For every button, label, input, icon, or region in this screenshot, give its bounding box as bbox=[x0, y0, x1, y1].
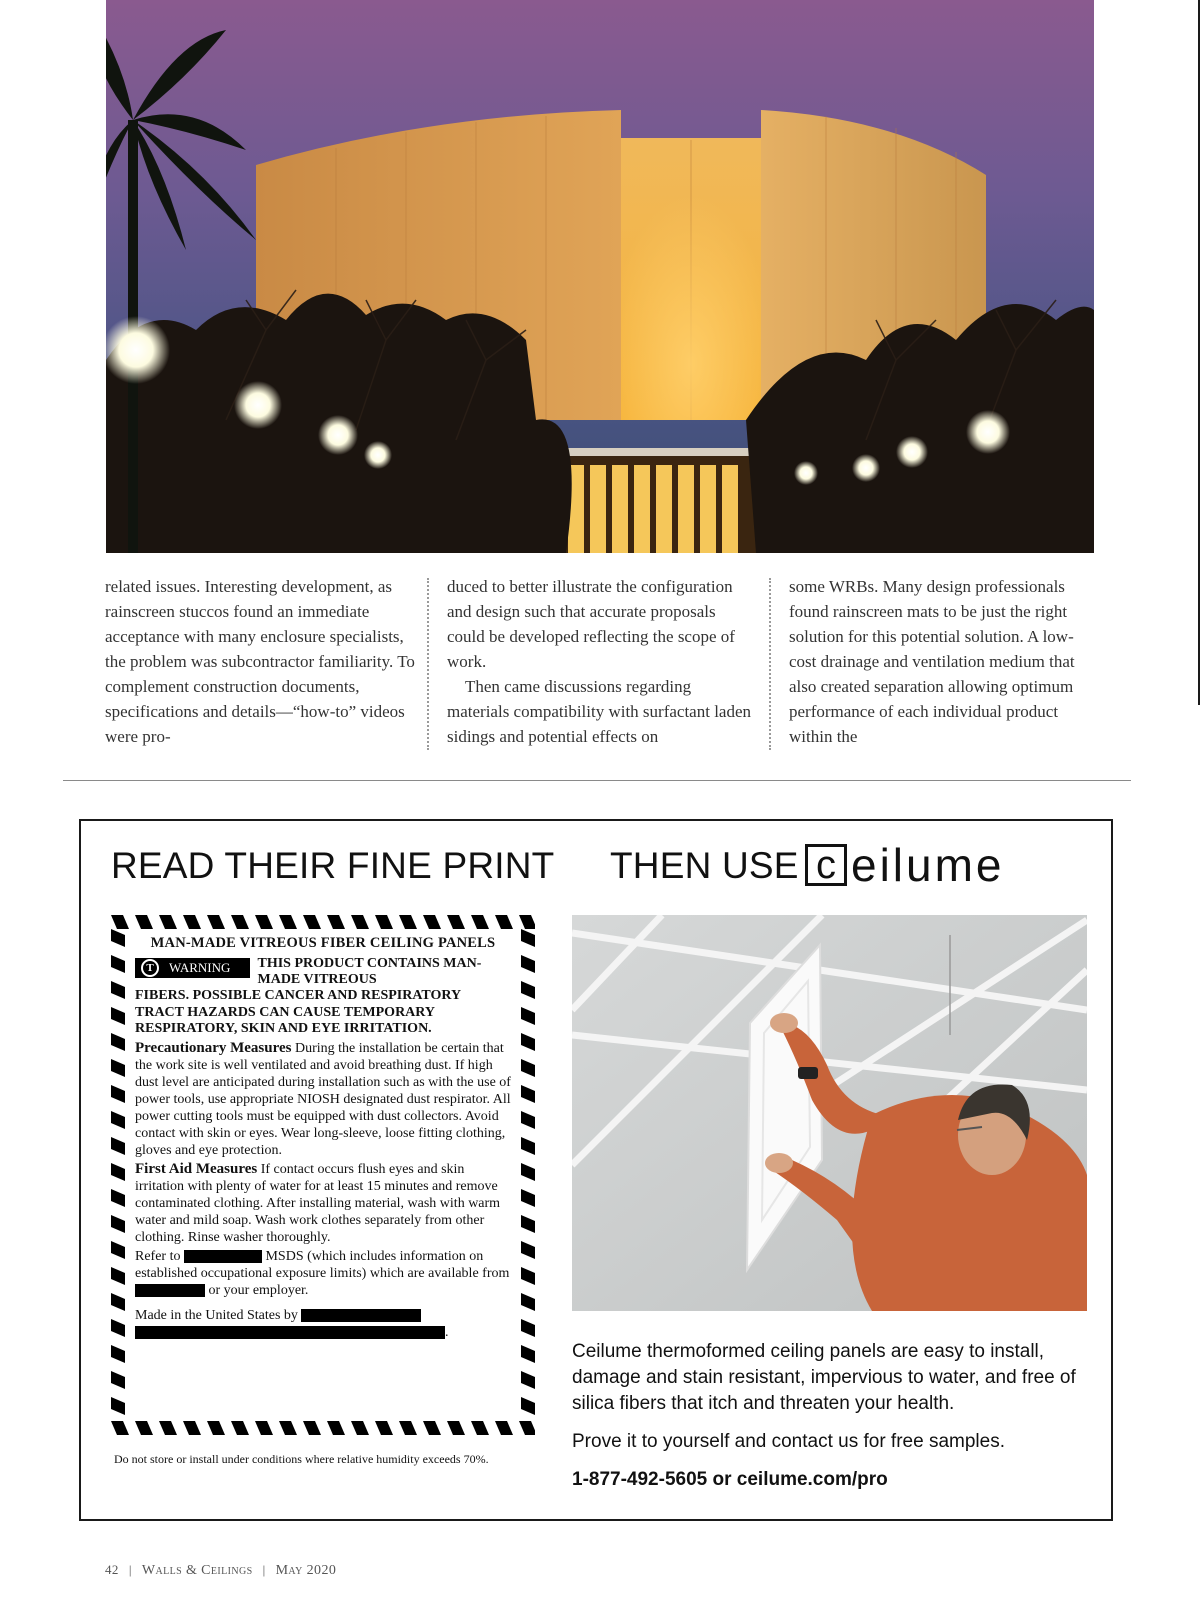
hazard-stripe bbox=[375, 915, 393, 929]
hazard-stripe bbox=[207, 915, 225, 929]
redacted-block bbox=[135, 1326, 445, 1339]
hazard-stripe bbox=[255, 1421, 273, 1435]
hazard-stripe bbox=[111, 1033, 125, 1051]
hazard-stripe bbox=[521, 1007, 535, 1025]
section-divider bbox=[63, 780, 1131, 781]
hazard-stripe bbox=[303, 915, 321, 929]
hazard-stripe bbox=[111, 955, 125, 973]
hazard-stripe bbox=[351, 1421, 369, 1435]
precaution-text: During the installation be certain that the work site is well ventilated and avoid breathing dust. If high dust level are anticipated during installation such as with the use of power tools, use appropriate NIOSH designated dust respirator. All power cutting tools must be equipped with dust collectors. Avoid contact with skin or eyes. Wear long-sleeve, loose fitting clothing, gloves and eye protection. bbox=[135, 1040, 511, 1158]
article-columns bbox=[105, 574, 1093, 754]
hazard-stripe bbox=[519, 915, 535, 929]
hazard-stripe bbox=[111, 1397, 125, 1415]
hazard-stripe bbox=[111, 1137, 125, 1155]
hazard-stripe bbox=[111, 1371, 125, 1389]
article-column-2 bbox=[447, 574, 757, 749]
hazard-stripe bbox=[111, 1241, 125, 1259]
warning-text: THIS PRODUCT CONTAINS MAN-MADE VITREOUS bbox=[257, 956, 482, 987]
label-title: MAN-MADE VITREOUS FIBER CEILING PANELS bbox=[150, 935, 496, 951]
hazard-stripe bbox=[471, 1421, 489, 1435]
hazard-stripe bbox=[135, 915, 153, 929]
warning-badge-text: WARNING bbox=[169, 960, 231, 975]
ceiling-install-photo bbox=[572, 915, 1087, 1311]
hazard-stripe bbox=[279, 915, 297, 929]
hazard-stripe bbox=[521, 1137, 535, 1155]
article-text-col2b: Then came discussions regarding materials compatibility with surfactant laden sidings and potential effects on bbox=[447, 677, 752, 746]
hazard-stripe bbox=[447, 915, 465, 929]
hazard-stripe bbox=[521, 1189, 535, 1207]
hazard-stripe bbox=[399, 1421, 417, 1435]
hazard-stripe bbox=[521, 1241, 535, 1259]
hazard-stripe bbox=[521, 981, 535, 999]
article-column-3 bbox=[789, 574, 1099, 749]
hazard-stripe bbox=[521, 955, 535, 973]
hazard-stripe bbox=[111, 1189, 125, 1207]
warning-icon: T bbox=[141, 959, 159, 977]
hazard-stripe bbox=[521, 1319, 535, 1337]
hazard-stripe bbox=[111, 1111, 125, 1129]
article-text-col3: some WRBs. Many design professionals found rainscreen mats to be just the right solution for this potential solution. A low-cost drainage and ventilation medium that also created separation allowing optimum performance of each individual product within the bbox=[789, 577, 1075, 746]
first-aid-measures bbox=[135, 1161, 511, 1246]
hazard-stripe bbox=[423, 1421, 441, 1435]
hazard-stripe bbox=[111, 1345, 125, 1363]
precaution-heading: Precautionary Measures bbox=[135, 1039, 292, 1056]
logo-wordmark: eilume bbox=[851, 839, 1005, 891]
hazard-stripe bbox=[111, 929, 125, 947]
made-in: Made in the United States by . bbox=[135, 1307, 449, 1340]
issue-date: May 2020 bbox=[275, 1563, 337, 1578]
hazard-stripe bbox=[231, 1421, 249, 1435]
hazard-stripe bbox=[303, 1421, 321, 1435]
hazard-stripe bbox=[495, 1421, 513, 1435]
hazard-stripe bbox=[111, 1293, 125, 1311]
hazard-stripe bbox=[351, 915, 369, 929]
firstaid-heading: First Aid Measures bbox=[135, 1160, 258, 1177]
hazard-stripe bbox=[521, 1033, 535, 1051]
ceilume-logo bbox=[805, 841, 1005, 889]
hazard-stripe bbox=[111, 1059, 125, 1077]
refer-c: or your employer. bbox=[208, 1282, 309, 1298]
hazard-stripe bbox=[521, 1163, 535, 1181]
hazard-stripe bbox=[399, 915, 417, 929]
hazard-stripe bbox=[447, 1421, 465, 1435]
hazard-stripe bbox=[183, 915, 201, 929]
column-divider bbox=[427, 578, 429, 750]
hazard-stripe bbox=[327, 1421, 345, 1435]
article-text-col1: related issues. Interesting development, as rainscreen stuccos found an immediate acceptance with many enclosure specialists, the problem was subcontractor familiarity. To complement construction documents, specifications and details—“how-to” videos were pro- bbox=[105, 577, 415, 746]
hazard-stripe bbox=[521, 929, 535, 947]
hazard-stripe bbox=[327, 915, 345, 929]
refer-b: MSDS (which includes information on established occupational exposure limits) which are available from bbox=[135, 1248, 510, 1281]
hazard-stripe bbox=[111, 1421, 129, 1435]
hazard-stripe bbox=[521, 1345, 535, 1363]
warning-badge bbox=[135, 958, 250, 978]
hazard-stripe bbox=[231, 915, 249, 929]
ad-copy-offer: Prove it to yourself and contact us for free samples. bbox=[572, 1431, 1005, 1452]
logo-box-letter: c bbox=[805, 844, 847, 886]
page-number: 42 bbox=[105, 1562, 119, 1577]
ad-headline-right: THEN USE bbox=[610, 845, 799, 886]
hazard-stripe bbox=[521, 1111, 535, 1129]
redacted-block bbox=[135, 1284, 205, 1297]
hazard-stripe bbox=[159, 1421, 177, 1435]
hazard-stripe bbox=[375, 1421, 393, 1435]
hazard-stripe bbox=[521, 1371, 535, 1389]
hazard-statement: FIBERS. POSSIBLE CANCER AND RESPIRATORY TRACT HAZARDS CAN CAUSE TEMPORARY RESPIRATORY, SKIN AND EYE IRRITATION. bbox=[135, 988, 461, 1036]
ad-copy bbox=[572, 1339, 1092, 1493]
refer-a: Refer to bbox=[135, 1248, 181, 1264]
hazard-stripe bbox=[521, 1215, 535, 1233]
hazard-stripe bbox=[495, 915, 513, 929]
hazard-stripe bbox=[183, 1421, 201, 1435]
ad-headline-left: READ THEIR FINE PRINT bbox=[111, 845, 555, 886]
hazard-stripe bbox=[111, 915, 129, 929]
hazard-stripe bbox=[521, 1085, 535, 1103]
hazard-stripe bbox=[521, 1059, 535, 1077]
publication-name: Walls & Ceilings bbox=[141, 1563, 253, 1578]
ad-contact-cta: 1-877-492-5605 or ceilume.com/pro bbox=[572, 1469, 888, 1490]
hazard-stripe bbox=[159, 915, 177, 929]
hazard-stripe bbox=[471, 915, 489, 929]
hazard-stripe bbox=[111, 1319, 125, 1337]
hazard-stripe bbox=[111, 981, 125, 999]
label-footnote: Do not store or install under conditions where relative humidity exceeds 70%. bbox=[114, 1452, 489, 1466]
refer-msds bbox=[135, 1248, 511, 1299]
precautionary-measures bbox=[135, 1040, 511, 1159]
installer-image bbox=[572, 915, 1087, 1311]
hazard-stripe bbox=[111, 1267, 125, 1285]
ceilume-advertisement bbox=[79, 819, 1113, 1521]
redacted-block bbox=[184, 1250, 262, 1263]
hazard-stripe bbox=[207, 1421, 225, 1435]
hazard-stripe bbox=[521, 1293, 535, 1311]
hazard-stripe bbox=[111, 1163, 125, 1181]
article-text-col2a: duced to better illustrate the configuration and design such that accurate proposals could be developed reflecting the scope of work. bbox=[447, 577, 735, 671]
made-in-text: Made in the United States by bbox=[135, 1307, 298, 1323]
hazard-stripe bbox=[255, 915, 273, 929]
hazard-stripe bbox=[519, 1421, 535, 1435]
hazard-stripe bbox=[521, 1267, 535, 1285]
warning-label bbox=[111, 915, 535, 1470]
hazard-stripe bbox=[111, 1085, 125, 1103]
concert-hall-night-image bbox=[106, 0, 1094, 553]
column-divider bbox=[769, 578, 771, 750]
ad-copy-body: Ceilume thermoformed ceiling panels are easy to install, damage and stain resistant, impervious to water, and free of silica fibers that itch and threaten your health. bbox=[572, 1341, 1076, 1414]
hazard-stripe bbox=[111, 1007, 125, 1025]
hazard-stripe bbox=[111, 1215, 125, 1233]
article-column-1 bbox=[105, 574, 415, 749]
hazard-stripe bbox=[521, 1397, 535, 1415]
redacted-block bbox=[301, 1309, 421, 1322]
hazard-stripe bbox=[135, 1421, 153, 1435]
hero-photo bbox=[106, 0, 1094, 553]
hazard-stripe bbox=[423, 915, 441, 929]
firstaid-text: If contact occurs flush eyes and skin irritation with plenty of water for at least 15 minutes and remove contaminated clothing. After installing material, wash with warm water and mild soap. Wash work clothes separately from other clothing. Rinse washer thoroughly. bbox=[135, 1161, 501, 1245]
hazard-stripe bbox=[279, 1421, 297, 1435]
page-footer: 42 | Walls & Ceilings | May 2020 bbox=[105, 1562, 337, 1578]
